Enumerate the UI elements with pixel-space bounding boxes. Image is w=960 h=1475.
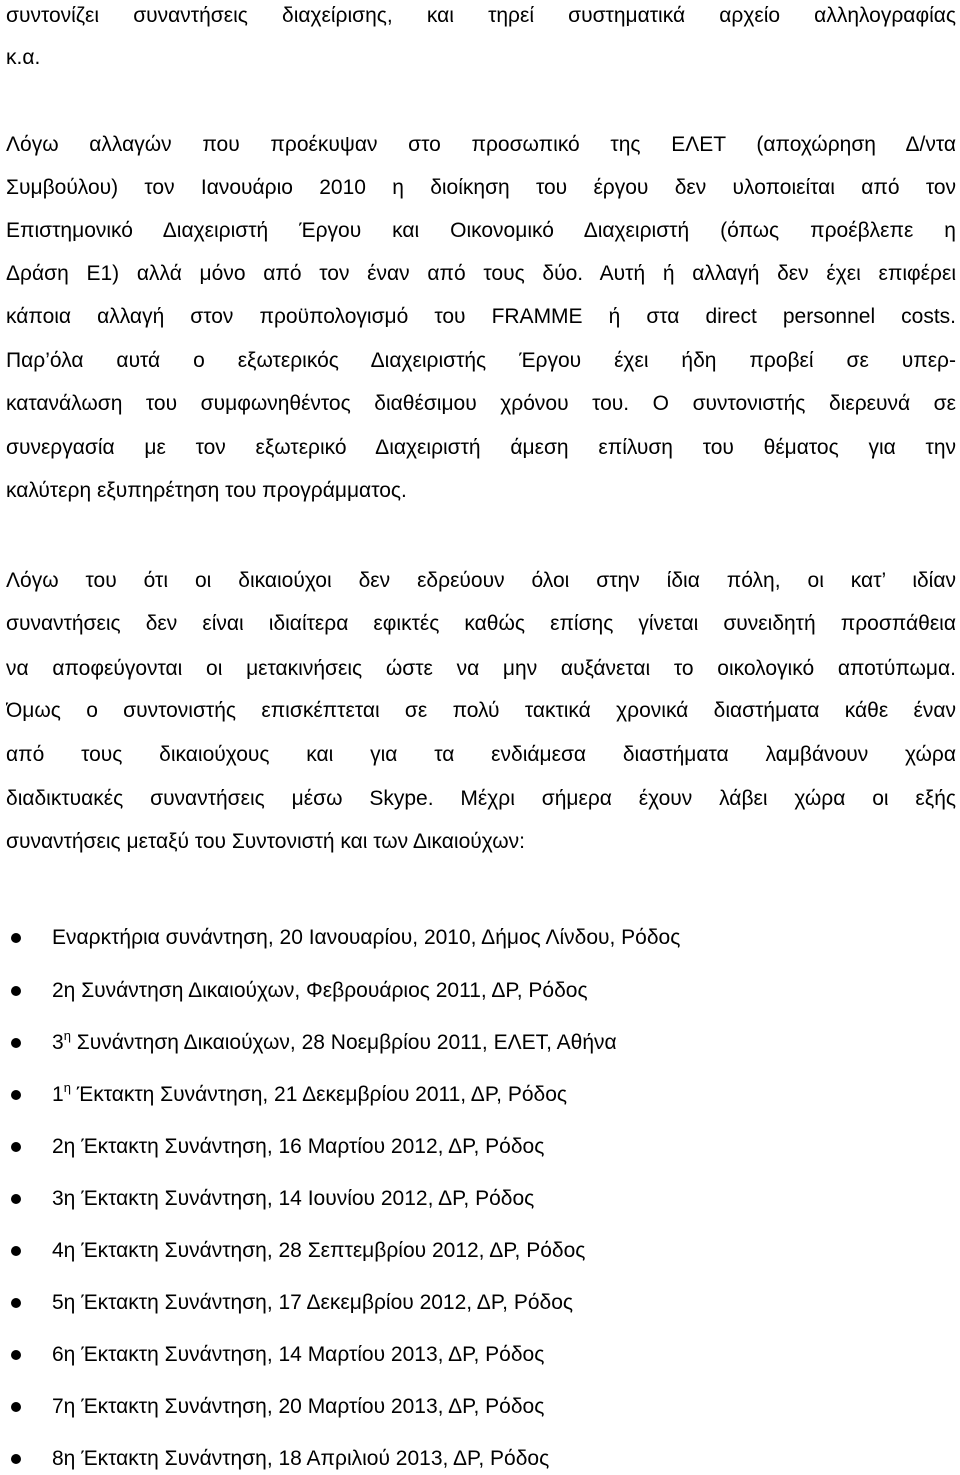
meeting-text: Εναρκτήρια συνάντηση, 20 Ιανουαρίου, 2010, Δήμος Λίνδου, Ρόδος <box>52 926 681 949</box>
paragraph-line: διαδικτυακές συναντήσεις μέσω Skype. Μέχρι σήμερα έχουν λάβει χώρα οι εξής <box>6 787 956 810</box>
paragraph-line: Επιστημονικό Διαχειριστή Έργου και Οικονομικό Διαχειριστή (όπως προέβλεπε η <box>6 219 956 242</box>
meeting-text: 8η Έκτακτη Συνάντηση, 18 Απριλιού 2013, ΔΡ, Ρόδος <box>52 1447 550 1470</box>
paragraph-line: συναντήσεις δεν είναι ιδιαίτερα εφικτές καθώς επίσης γίνεται συνειδητή προσπάθεια <box>6 612 956 635</box>
intro-line: κ.α. <box>6 46 41 69</box>
list-item <box>0 1185 960 1215</box>
meeting-text: 2η Συνάντηση Δικαιούχων, Φεβρουάριος 2011, ΔΡ, Ρόδος <box>52 979 588 1002</box>
bullet-icon <box>11 1246 21 1256</box>
bullet-icon <box>11 1194 21 1204</box>
meeting-text: 6η Έκτακτη Συνάντηση, 14 Μαρτίου 2013, ΔΡ, Ρόδος <box>52 1343 545 1366</box>
list-item <box>0 1289 960 1319</box>
list-item <box>0 1445 960 1475</box>
paragraph-line: Συμβούλου) τον Ιανουάριο 2010 η διοίκηση του έργου δεν υλοποιείται από τον <box>6 176 956 199</box>
ordinal-superscript: η <box>63 1080 71 1095</box>
paragraph-line: Όμως ο συντονιστής επισκέπτεται σε πολύ τακτικά χρονικά διαστήματα κάθε έναν <box>6 699 956 722</box>
bullet-icon <box>11 1038 21 1048</box>
list-item <box>0 977 960 1007</box>
meeting-text: 7η Έκτακτη Συνάντηση, 20 Μαρτίου 2013, ΔΡ, Ρόδος <box>52 1395 545 1418</box>
ordinal-superscript: η <box>63 1028 71 1043</box>
paragraph-line: συναντήσεις μεταξύ του Συντονιστή και των Δικαιούχων: <box>6 830 525 853</box>
meeting-text: 2η Έκτακτη Συνάντηση, 16 Μαρτίου 2012, ΔΡ, Ρόδος <box>52 1135 545 1158</box>
bullet-icon <box>11 1350 21 1360</box>
bullet-icon <box>11 1298 21 1308</box>
list-item <box>0 1029 960 1059</box>
meeting-text: $3^\eta$ Συνάντηση Δικαιούχων, 28 Νοεμβρίου 2011, ΕΛΕΤ, Αθήνα <box>52 1028 617 1054</box>
paragraph-line: Λόγω αλλαγών που προέκυψαν στο προσωπικό της ΕΛΕΤ (αποχώρηση Δ/ντα <box>6 133 956 156</box>
paragraph-line: από τους δικαιούχους και για τα ενδιάμεσα διαστήματα λαμβάνουν χώρα <box>6 743 956 766</box>
meeting-text: 3η Έκτακτη Συνάντηση, 14 Ιουνίου 2012, ΔΡ, Ρόδος <box>52 1187 535 1210</box>
list-item <box>0 1237 960 1267</box>
paragraph-line: συνεργασία με τον εξωτερικό Διαχειριστή άμεση επίλυση του θέματος για την <box>6 436 956 459</box>
intro-line: συντονίζει συναντήσεις διαχείρισης, και τηρεί συστηματικά αρχείο αλληλογραφίας <box>6 4 956 27</box>
bullet-icon <box>11 933 21 943</box>
bullet-icon <box>11 1402 21 1412</box>
paragraph-line: κάποια αλλαγή στον προϋπολογισμό του FRAMME ή στα direct personnel costs. <box>6 305 956 328</box>
paragraph-line: να αποφεύγονται οι μετακινήσεις ώστε να μην αυξάνεται το οικολογικό αποτύπωμα. <box>6 657 956 680</box>
bullet-icon <box>11 1090 21 1100</box>
paragraph-line: κατανάλωση του συμφωνηθέντος διαθέσιμου χρόνου του. Ο συντονιστής διερευνά σε <box>6 392 956 415</box>
bullet-icon <box>11 986 21 996</box>
bullet-icon <box>11 1454 21 1464</box>
list-item <box>0 1393 960 1423</box>
list-item <box>0 1133 960 1163</box>
list-item <box>0 1341 960 1371</box>
bullet-icon <box>11 1142 21 1152</box>
paragraph-line: Λόγω του ότι οι δικαιούχοι δεν εδρεύουν όλοι στην ίδια πόλη, οι κατ’ ιδίαν <box>6 569 956 592</box>
meeting-text: 5η Έκτακτη Συνάντηση, 17 Δεκεμβρίου 2012, ΔΡ, Ρόδος <box>52 1291 573 1314</box>
paragraph-line: καλύτερη εξυπηρέτηση του προγράμματος. <box>6 479 407 502</box>
meeting-text: 4η Έκτακτη Συνάντηση, 28 Σεπτεμβρίου 2012, ΔΡ, Ρόδος <box>52 1239 586 1262</box>
list-item <box>0 924 960 954</box>
paragraph-line: Δράση Ε1) αλλά μόνο από τον έναν από τους δύο. Αυτή ή αλλαγή δεν έχει επιφέρει <box>6 262 956 285</box>
list-item <box>0 1081 960 1111</box>
meeting-text: $1^\eta$ Έκτακτη Συνάντηση, 21 Δεκεμβρίου 2011, ΔΡ, Ρόδος <box>52 1080 567 1106</box>
paragraph-line: Παρ’όλα αυτά ο εξωτερικός Διαχειριστής Έργου έχει ήδη προβεί σε υπερ- <box>6 349 956 372</box>
